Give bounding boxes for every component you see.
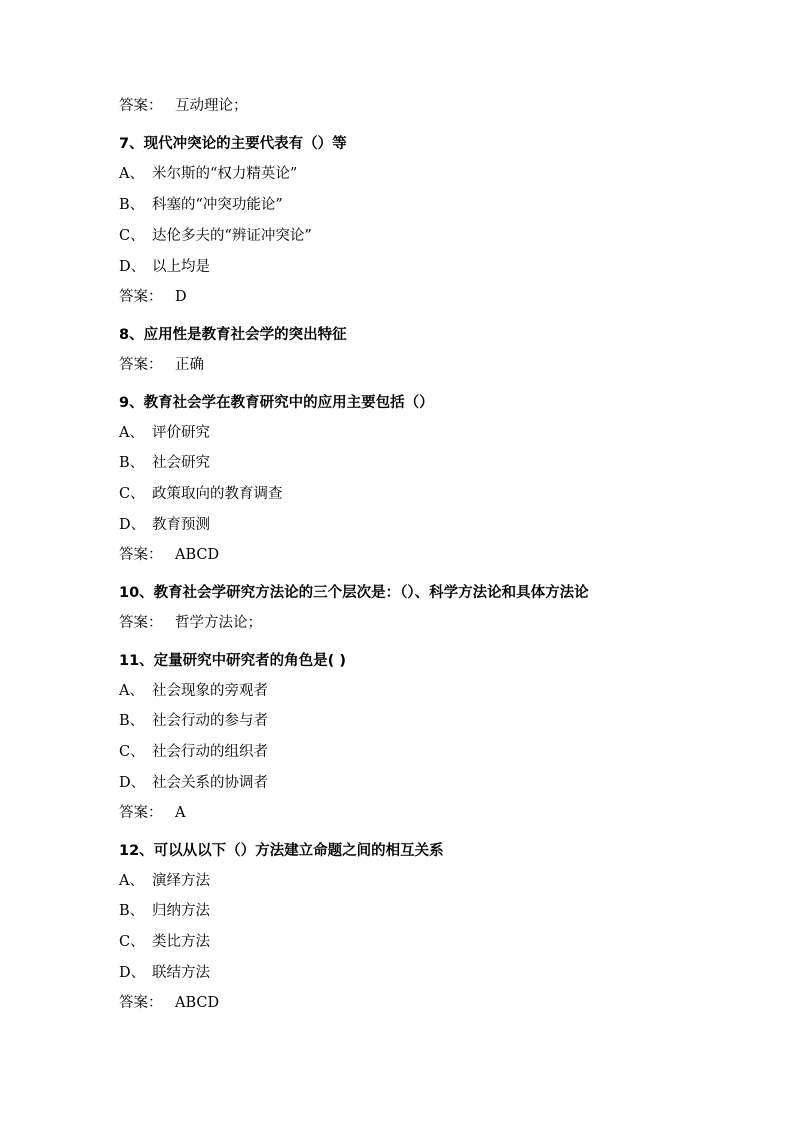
option-line (119, 681, 268, 701)
option-line (119, 226, 312, 246)
option-line (119, 195, 283, 215)
option-line (119, 963, 210, 983)
answer-label: 答案： (119, 547, 163, 563)
option-line (119, 932, 210, 952)
option-line (119, 871, 210, 891)
answer-value: 哲学方法论； (175, 615, 262, 631)
option-letter: D、 (119, 965, 146, 981)
option-letter: C、 (119, 934, 145, 950)
answer-line (119, 545, 219, 565)
option-text: 政策取向的教育调查 (152, 486, 283, 502)
option-line (119, 773, 268, 793)
option-letter: D、 (119, 517, 146, 533)
option-text: 社会现象的旁观者 (152, 683, 268, 699)
answer-label: 答案： (119, 357, 163, 373)
option-text: 社会研究 (152, 455, 210, 471)
question-text: 10、教育社会学研究方法论的三个层次是：（）、科学方法论和具体方法论 (119, 585, 589, 601)
option-line (119, 423, 210, 443)
option-letter: A、 (119, 873, 144, 889)
answer-value: 正确 (175, 357, 204, 373)
option-text: 联结方法 (152, 965, 210, 981)
option-line (119, 484, 283, 504)
question-text: 12、可以从以下（）方法建立命题之间的相互关系 (119, 843, 444, 859)
answer-line (119, 96, 248, 116)
option-text: 类比方法 (152, 934, 210, 950)
answer-label: 答案： (119, 615, 163, 631)
answer-value: 互动理论； (175, 98, 248, 114)
question-text: 8、应用性是教育社会学的突出特征 (119, 327, 347, 343)
option-text: 科塞的“冲突功能论” (152, 197, 283, 213)
option-line (119, 453, 210, 473)
option-text: 教育预测 (152, 517, 210, 533)
option-line (119, 257, 210, 277)
option-line (119, 742, 268, 762)
option-letter: C、 (119, 744, 145, 760)
question-text: 9、教育社会学在教育研究中的应用主要包括（） (119, 395, 434, 411)
answer-value: ABCD (175, 995, 220, 1011)
answer-value: D (175, 289, 187, 305)
option-line (119, 711, 268, 731)
option-text: 社会关系的协调者 (152, 775, 268, 791)
option-letter: B、 (119, 713, 145, 729)
option-letter: A、 (119, 683, 144, 699)
option-text: 社会行动的组织者 (152, 744, 268, 760)
answer-value: A (175, 805, 186, 821)
option-line (119, 901, 210, 921)
option-letter: B、 (119, 455, 145, 471)
answer-line (119, 993, 219, 1013)
answer-line (119, 355, 204, 375)
option-letter: D、 (119, 775, 146, 791)
answer-line (119, 613, 262, 633)
option-letter: C、 (119, 228, 145, 244)
option-line (119, 164, 297, 184)
question-text: 11、定量研究中研究者的角色是( ) (119, 653, 346, 669)
answer-label: 答案： (119, 98, 163, 114)
option-text: 米尔斯的“权力精英论” (152, 166, 298, 182)
option-text: 演绎方法 (152, 873, 210, 889)
option-letter: A、 (119, 425, 144, 441)
answer-line (119, 803, 185, 823)
option-line (119, 515, 210, 535)
option-text: 达伦多夫的“辨证冲突论” (152, 228, 312, 244)
answer-value: ABCD (175, 547, 220, 563)
answer-line (119, 287, 187, 307)
option-letter: B、 (119, 197, 145, 213)
option-letter: C、 (119, 486, 145, 502)
question-text: 7、现代冲突论的主要代表有（）等 (119, 136, 347, 152)
option-letter: B、 (119, 903, 145, 919)
answer-label: 答案： (119, 289, 163, 305)
answer-label: 答案： (119, 995, 163, 1011)
option-letter: D、 (119, 259, 146, 275)
option-letter: A、 (119, 166, 144, 182)
option-text: 以上均是 (152, 259, 210, 275)
answer-label: 答案： (119, 805, 163, 821)
option-text: 归纳方法 (152, 903, 210, 919)
option-text: 社会行动的参与者 (152, 713, 268, 729)
option-text: 评价研究 (152, 425, 210, 441)
